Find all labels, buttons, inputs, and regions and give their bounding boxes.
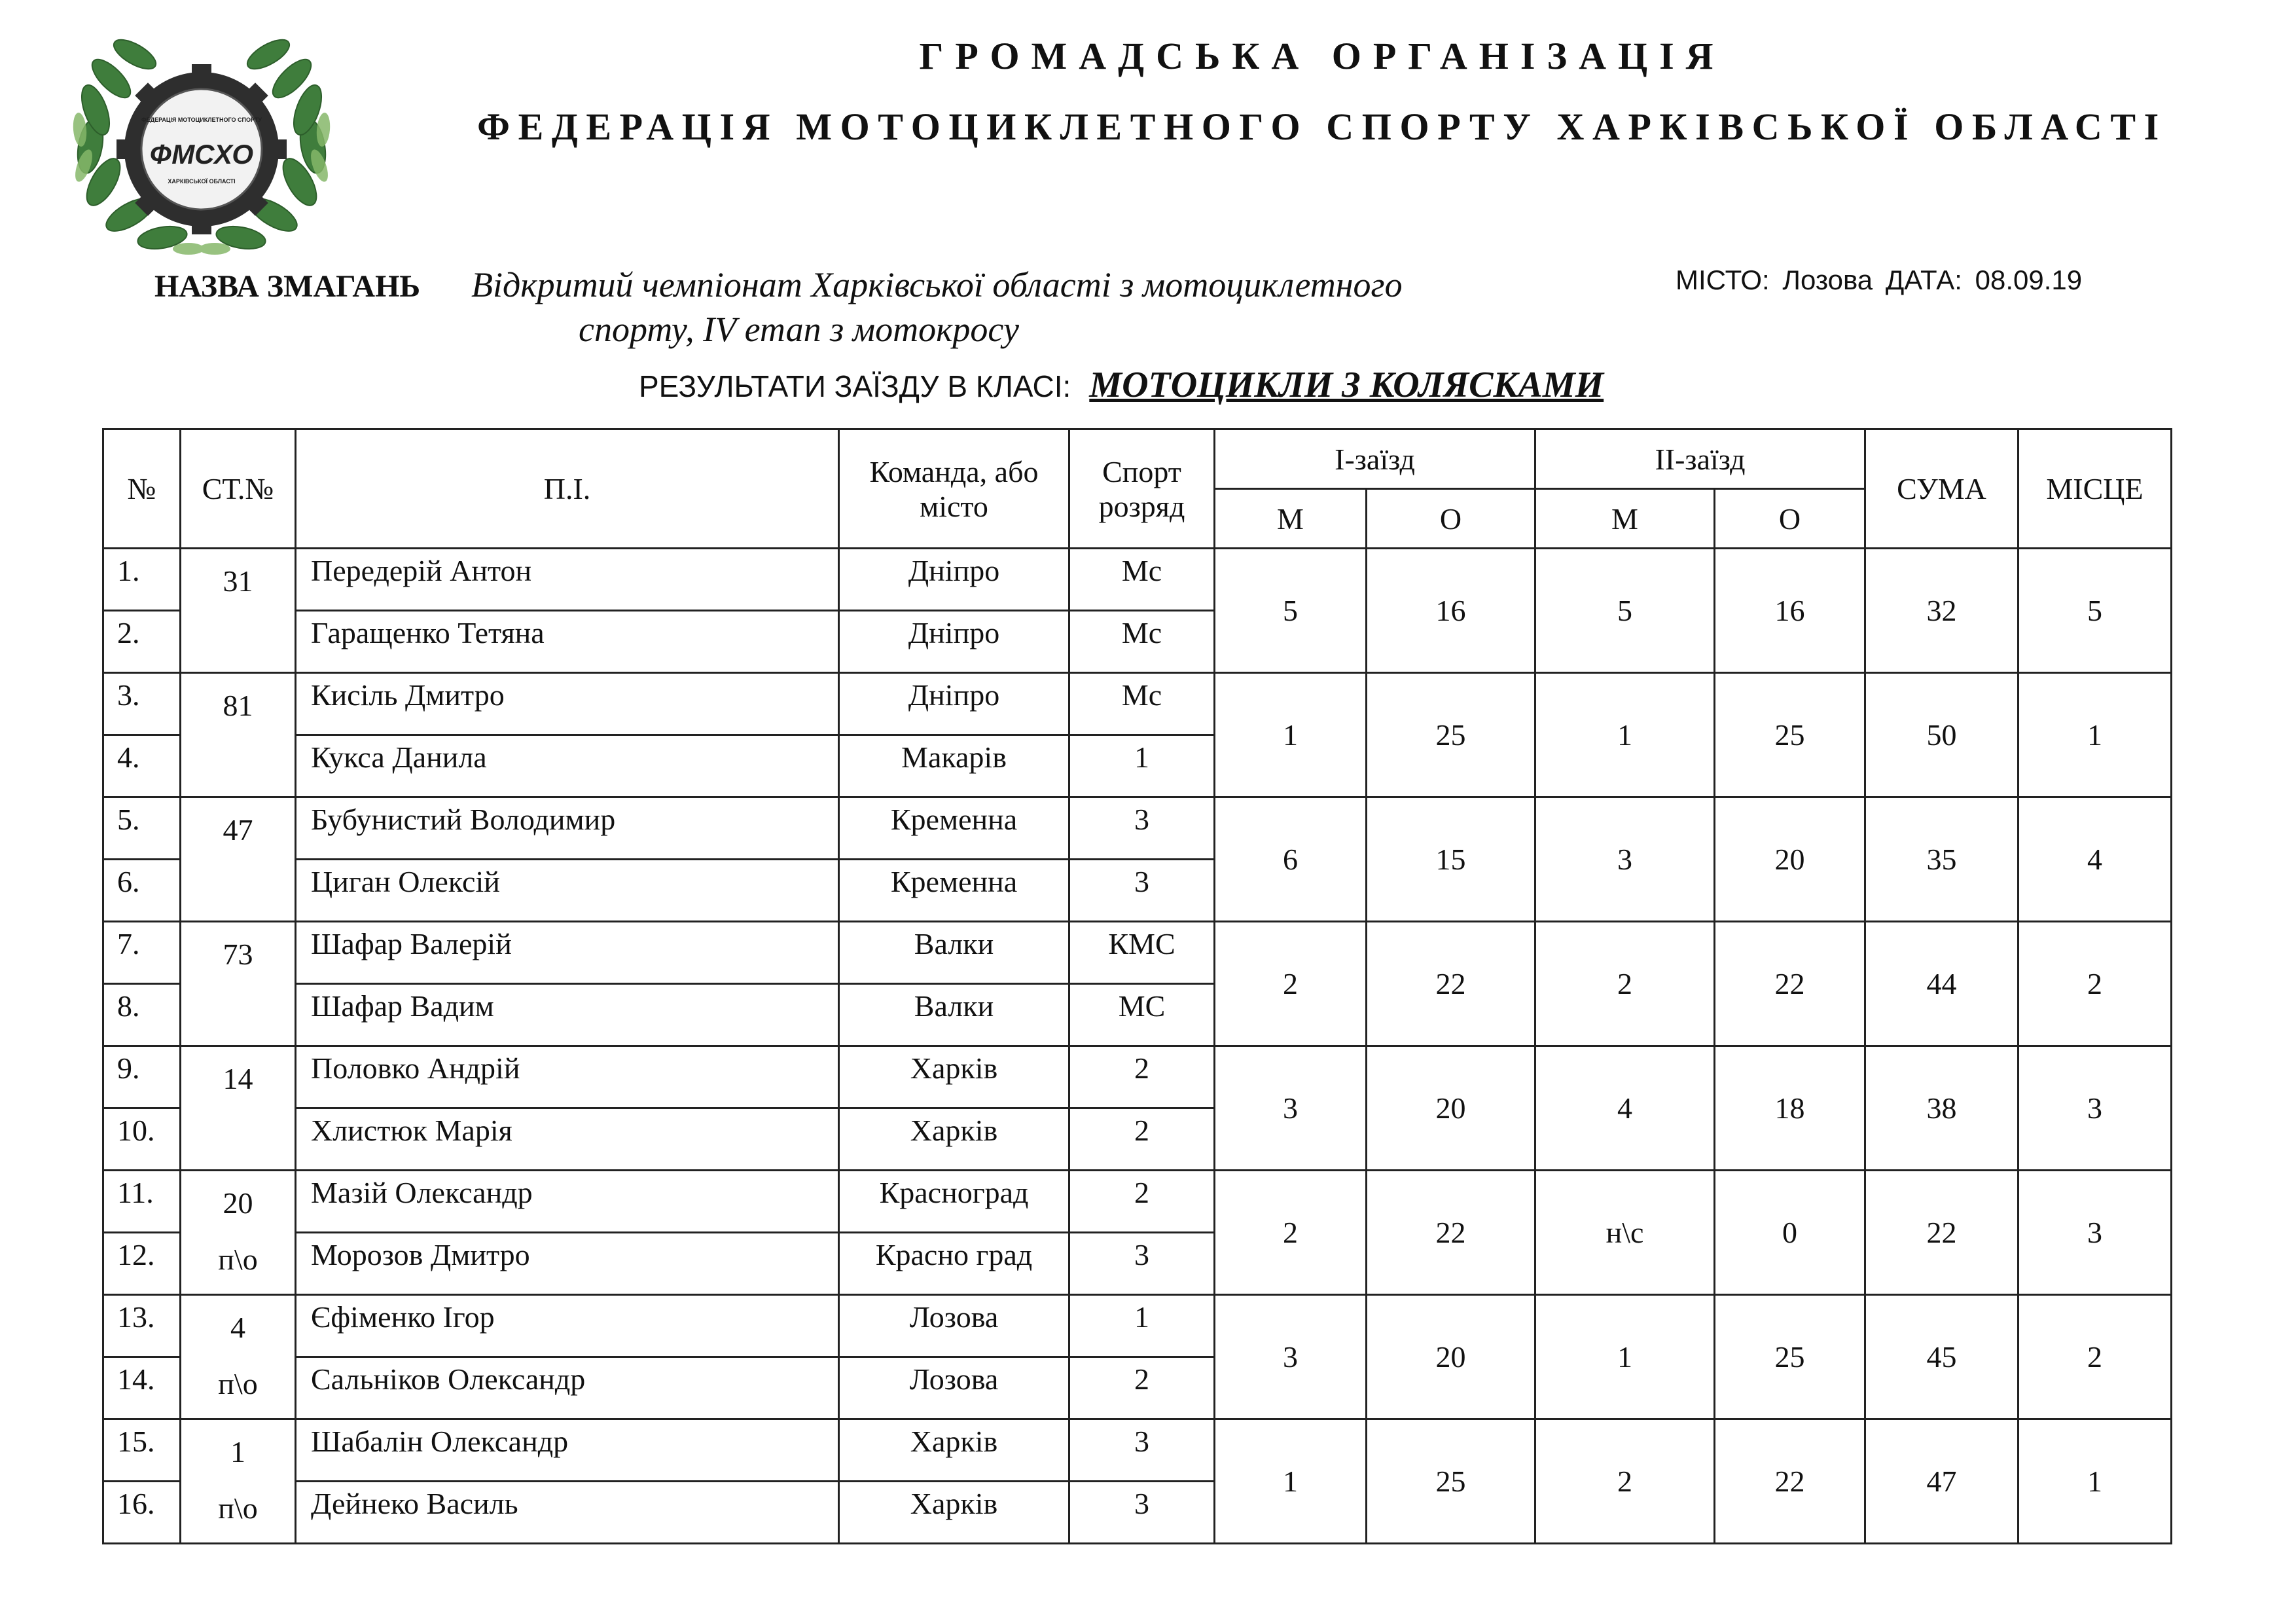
heat1-m-cell: 2 bbox=[1215, 922, 1367, 1046]
rider-name-cell: Передерій Антон bbox=[296, 549, 839, 611]
heat2-m-cell: 5 bbox=[1535, 549, 1715, 673]
rider-num-cell: 1. bbox=[103, 549, 181, 611]
rider-num-cell: 2. bbox=[103, 611, 181, 673]
org-title-line1: ГРОМАДСЬКА ОРГАНІЗАЦІЯ bbox=[919, 35, 1725, 77]
table-header-row bbox=[103, 429, 2172, 489]
heat1-m-cell: 3 bbox=[1215, 1046, 1367, 1171]
header-team: Команда, або місто bbox=[839, 429, 1069, 549]
heat1-m-cell: 5 bbox=[1215, 549, 1367, 673]
rider-team-cell: Харків bbox=[839, 1419, 1069, 1482]
sum-cell: 32 bbox=[1865, 549, 2018, 673]
place-cell: 2 bbox=[2018, 922, 2172, 1046]
rider-rank-cell: Мс bbox=[1069, 673, 1215, 735]
rider-name-cell: Дейнеко Василь bbox=[296, 1482, 839, 1544]
heat2-o-cell: 16 bbox=[1715, 549, 1865, 673]
rider-rank-cell: 3 bbox=[1069, 1419, 1215, 1482]
rider-num-cell: 12. bbox=[103, 1233, 181, 1295]
rider-rank-cell: 1 bbox=[1069, 1295, 1215, 1357]
start-no-cell bbox=[181, 549, 296, 673]
header-rank: Спорт розряд bbox=[1069, 429, 1215, 549]
sum-cell: 44 bbox=[1865, 922, 2018, 1046]
heat1-o-cell: 22 bbox=[1367, 1171, 1535, 1295]
rider-num-cell: 11. bbox=[103, 1171, 181, 1233]
rider-num-cell: 13. bbox=[103, 1295, 181, 1357]
heat1-o-cell: 15 bbox=[1367, 797, 1535, 922]
start-no: 31 bbox=[223, 564, 253, 598]
rider-name-cell: Шабалін Олександр bbox=[296, 1419, 839, 1482]
header-heat1-m: М bbox=[1215, 489, 1367, 549]
rider-name-cell: Шафар Валерій bbox=[296, 922, 839, 984]
header-heat2-o: О bbox=[1715, 489, 1865, 549]
rider-num-cell: 14. bbox=[103, 1357, 181, 1419]
place-cell: 5 bbox=[2018, 549, 2172, 673]
rider-name-cell: Мазій Олександр bbox=[296, 1171, 839, 1233]
heat2-o-cell: 22 bbox=[1715, 922, 1865, 1046]
heat2-m-cell: 1 bbox=[1535, 673, 1715, 797]
rider-num-cell: 4. bbox=[103, 735, 181, 797]
rider-team-cell: Кременна bbox=[839, 797, 1069, 860]
rider-name-cell: Шафар Вадим bbox=[296, 984, 839, 1046]
table-row bbox=[103, 1046, 2172, 1108]
place-cell: 2 bbox=[2018, 1295, 2172, 1419]
start-no: 73 bbox=[223, 938, 253, 971]
place-cell: 1 bbox=[2018, 673, 2172, 797]
rider-team-cell: Харків bbox=[839, 1482, 1069, 1544]
start-note: п\о bbox=[218, 1491, 258, 1525]
logo-text-top: ФЕДЕРАЦІЯ МОТОЦИКЛЕТНОГО СПОРТУ bbox=[141, 117, 262, 123]
rider-name-cell: Гаращенко Тетяна bbox=[296, 611, 839, 673]
table-row bbox=[103, 797, 2172, 860]
heat2-m-cell: н\с bbox=[1535, 1171, 1715, 1295]
header-heat2-m: М bbox=[1535, 489, 1715, 549]
rider-num-cell: 8. bbox=[103, 984, 181, 1046]
place-cell: 3 bbox=[2018, 1046, 2172, 1171]
heat1-m-cell: 1 bbox=[1215, 673, 1367, 797]
place-cell: 1 bbox=[2018, 1419, 2172, 1544]
sum-cell: 22 bbox=[1865, 1171, 2018, 1295]
rider-team-cell: Дніпро bbox=[839, 673, 1069, 735]
rider-rank-cell: 3 bbox=[1069, 860, 1215, 922]
rider-rank-cell: 2 bbox=[1069, 1046, 1215, 1108]
header-name: П.І. bbox=[296, 429, 839, 549]
table-row bbox=[103, 922, 2172, 984]
heat2-o-cell: 22 bbox=[1715, 1419, 1865, 1544]
rider-team-cell: Валки bbox=[839, 922, 1069, 984]
heat1-m-cell: 3 bbox=[1215, 1295, 1367, 1419]
rider-team-cell: Дніпро bbox=[839, 549, 1069, 611]
rider-name-cell: Кисіль Дмитро bbox=[296, 673, 839, 735]
rider-name-cell: Циган Олексій bbox=[296, 860, 839, 922]
heat2-o-cell: 25 bbox=[1715, 1295, 1865, 1419]
table-body bbox=[103, 549, 2172, 1544]
start-no-cell bbox=[181, 1046, 296, 1171]
rider-team-cell: Красно град bbox=[839, 1233, 1069, 1295]
header-start-no: СТ.№ bbox=[181, 429, 296, 549]
start-note: п\о bbox=[218, 1367, 258, 1400]
rider-name-cell: Морозов Дмитро bbox=[296, 1233, 839, 1295]
heat1-m-cell: 6 bbox=[1215, 797, 1367, 922]
heat1-o-cell: 20 bbox=[1367, 1046, 1535, 1171]
rider-rank-cell: МС bbox=[1069, 984, 1215, 1046]
start-note: п\о bbox=[218, 1243, 258, 1276]
rider-rank-cell: Мс bbox=[1069, 549, 1215, 611]
start-no: 47 bbox=[223, 813, 253, 847]
rider-rank-cell: 2 bbox=[1069, 1171, 1215, 1233]
rider-team-cell: Дніпро bbox=[839, 611, 1069, 673]
heat1-o-cell: 25 bbox=[1367, 1419, 1535, 1544]
heat2-m-cell: 3 bbox=[1535, 797, 1715, 922]
rider-num-cell: 10. bbox=[103, 1108, 181, 1171]
heat2-o-cell: 20 bbox=[1715, 797, 1865, 922]
heat1-o-cell: 25 bbox=[1367, 673, 1535, 797]
rider-rank-cell: Мс bbox=[1069, 611, 1215, 673]
sum-cell: 45 bbox=[1865, 1295, 2018, 1419]
sum-cell: 38 bbox=[1865, 1046, 2018, 1171]
competition-label: НАЗВА ЗМАГАНЬ bbox=[154, 269, 421, 304]
rider-team-cell: Лозова bbox=[839, 1295, 1069, 1357]
start-no: 14 bbox=[223, 1062, 253, 1095]
rider-num-cell: 16. bbox=[103, 1482, 181, 1544]
place-cell: 4 bbox=[2018, 797, 2172, 922]
results-label: РЕЗУЛЬТАТИ ЗАЇЗДУ В КЛАСІ: bbox=[639, 369, 1071, 403]
date-value: 08.09.19 bbox=[1975, 264, 2083, 295]
start-no-cell bbox=[181, 922, 296, 1046]
rider-rank-cell: 2 bbox=[1069, 1108, 1215, 1171]
rider-num-cell: 15. bbox=[103, 1419, 181, 1482]
table-row bbox=[103, 1295, 2172, 1357]
rider-team-cell: Харків bbox=[839, 1108, 1069, 1171]
heat1-o-cell: 22 bbox=[1367, 922, 1535, 1046]
rider-team-cell: Кременна bbox=[839, 860, 1069, 922]
rider-name-cell: Єфіменко Ігор bbox=[296, 1295, 839, 1357]
heat1-m-cell: 1 bbox=[1215, 1419, 1367, 1544]
rider-rank-cell: 2 bbox=[1069, 1357, 1215, 1419]
sum-cell: 47 bbox=[1865, 1419, 2018, 1544]
heat2-m-cell: 4 bbox=[1535, 1046, 1715, 1171]
heat2-o-cell: 0 bbox=[1715, 1171, 1865, 1295]
heat2-m-cell: 1 bbox=[1535, 1295, 1715, 1419]
rider-rank-cell: 3 bbox=[1069, 1233, 1215, 1295]
heat1-o-cell: 20 bbox=[1367, 1295, 1535, 1419]
start-no: 1 bbox=[230, 1435, 245, 1468]
start-no-cell bbox=[181, 673, 296, 797]
federation-logo bbox=[58, 18, 346, 274]
table-row bbox=[103, 1419, 2172, 1482]
rider-team-cell: Красноград bbox=[839, 1171, 1069, 1233]
header-place: МІСЦЕ bbox=[2018, 429, 2172, 549]
start-no-cell bbox=[181, 1419, 296, 1544]
rider-rank-cell: КМС bbox=[1069, 922, 1215, 984]
results-table bbox=[102, 428, 2172, 1544]
rider-team-cell: Макарів bbox=[839, 735, 1069, 797]
competition-name-line1: Відкритий чемпіонат Харківської області з мотоциклетного bbox=[471, 265, 1403, 304]
header-sum: СУМА bbox=[1865, 429, 2018, 549]
city-value: Лозова bbox=[1782, 264, 1873, 295]
place-cell: 3 bbox=[2018, 1171, 2172, 1295]
table-row bbox=[103, 1171, 2172, 1233]
sum-cell: 50 bbox=[1865, 673, 2018, 797]
table-row bbox=[103, 549, 2172, 611]
rider-num-cell: 5. bbox=[103, 797, 181, 860]
rider-name-cell: Хлистюк Марія bbox=[296, 1108, 839, 1171]
rider-num-cell: 9. bbox=[103, 1046, 181, 1108]
logo-text-bottom: ХАРКІВСЬКОЇ ОБЛАСТІ bbox=[168, 178, 236, 185]
header-heat2: II-заїзд bbox=[1535, 429, 1865, 489]
rider-name-cell: Кукса Данила bbox=[296, 735, 839, 797]
heat1-o-cell: 16 bbox=[1367, 549, 1535, 673]
rider-name-cell: Сальніков Олександр bbox=[296, 1357, 839, 1419]
rider-name-cell: Половко Андрій bbox=[296, 1046, 839, 1108]
start-no-cell bbox=[181, 1171, 296, 1295]
results-heading bbox=[639, 364, 1604, 406]
logo-text-main: ФМСХО bbox=[149, 139, 254, 170]
start-no-cell bbox=[181, 797, 296, 922]
sum-cell: 35 bbox=[1865, 797, 2018, 922]
heat2-o-cell: 18 bbox=[1715, 1046, 1865, 1171]
rider-team-cell: Лозова bbox=[839, 1357, 1069, 1419]
rider-rank-cell: 1 bbox=[1069, 735, 1215, 797]
city-date-line bbox=[1676, 264, 2087, 296]
header-heat1: I-заїзд bbox=[1215, 429, 1535, 489]
heat2-m-cell: 2 bbox=[1535, 922, 1715, 1046]
heat1-m-cell: 2 bbox=[1215, 1171, 1367, 1295]
heat2-o-cell: 25 bbox=[1715, 673, 1865, 797]
header-num: № bbox=[103, 429, 181, 549]
rider-rank-cell: 3 bbox=[1069, 797, 1215, 860]
start-no-cell bbox=[181, 1295, 296, 1419]
rider-team-cell: Харків bbox=[839, 1046, 1069, 1108]
rider-num-cell: 3. bbox=[103, 673, 181, 735]
start-no: 81 bbox=[223, 689, 253, 722]
rider-rank-cell: 3 bbox=[1069, 1482, 1215, 1544]
date-label: ДАТА: bbox=[1885, 264, 1962, 295]
city-label: МІСТО: bbox=[1676, 264, 1770, 295]
competition-name-line2: спорту, IV етап з мотокросу bbox=[579, 310, 1019, 349]
heat2-m-cell: 2 bbox=[1535, 1419, 1715, 1544]
start-no: 20 bbox=[223, 1186, 253, 1220]
rider-team-cell: Валки bbox=[839, 984, 1069, 1046]
table-row bbox=[103, 673, 2172, 735]
header-heat1-o: О bbox=[1367, 489, 1535, 549]
start-no: 4 bbox=[230, 1311, 245, 1344]
rider-num-cell: 7. bbox=[103, 922, 181, 984]
rider-name-cell: Бубунистий Володимир bbox=[296, 797, 839, 860]
org-title-line2: ФЕДЕРАЦІЯ МОТОЦИКЛЕТНОГО СПОРТУ ХАРКІВСЬКОЇ ОБЛАСТІ bbox=[477, 105, 2167, 148]
class-name: МОТОЦИКЛИ З КОЛЯСКАМИ bbox=[1089, 365, 1604, 405]
rider-num-cell: 6. bbox=[103, 860, 181, 922]
